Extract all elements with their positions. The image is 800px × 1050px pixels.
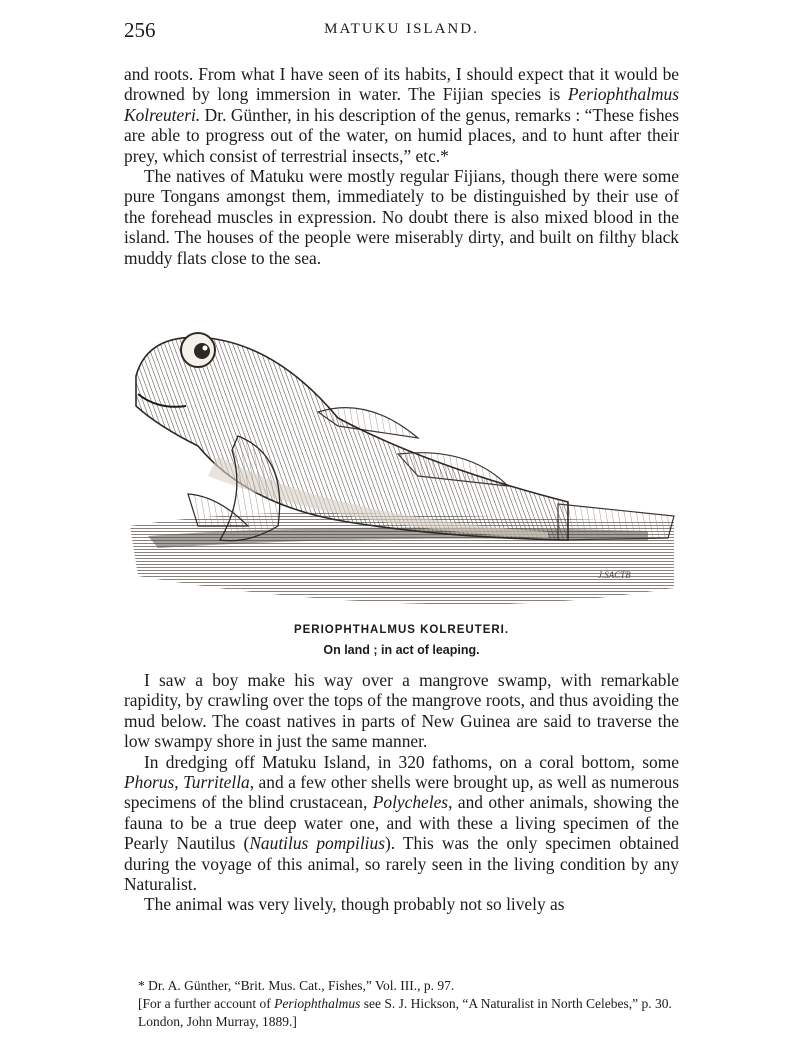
species-name: Periophthalmus Kolreuteri. [124, 84, 679, 125]
page-number: 256 [124, 18, 156, 42]
mudskipper-illustration [128, 326, 676, 612]
footnote-1: * Dr. A. Günther, “Brit. Mus. Cat., Fishes,” Vol. III., p. 97. [138, 978, 455, 993]
paragraph-1: and roots. From what I have seen of its habits, I should expect that it would be drowned by long immersion in water. The Fijian species is Periophthalmus Kolreuteri. Dr. Günther, in his description of the genus, remarks : “These fishes are able to progress out of the water, on humid places, and to hunt after their prey, which consist of terrestrial insects,” etc.* [124, 64, 679, 166]
running-head: MATUKU ISLAND. [324, 21, 479, 37]
paragraph-3: I saw a boy make his way over a mangrove swamp, with remarkable rapidity, by crawling over the tops of the mangrove roots, and thus avoiding the mud below. The coast natives in parts of New Guinea are said to traverse the low swampy shore in just the same manner. [124, 670, 679, 752]
body-text-bottom [124, 670, 679, 915]
paragraph-4: In dredging off Matuku Island, in 320 fathoms, on a coral bottom, some Phorus, Turritella, and a few other shells were brought up, as well as numerous specimens of the blind crustacean, Polycheles, and other animals, showing the fauna to be a true deep water one, and with these a living specimen of the Pearly Nautilus (Nautilus pompilius). This was the only specimen obtained during the voyage of this animal, so rarely seen in the living condition by any Naturalist. [124, 751, 679, 895]
paragraph-5: The animal was very lively, though probably not so lively as [144, 894, 565, 915]
artist-signature: J.SACTB [598, 570, 631, 580]
figure-caption-subtitle: On land ; in act of leaping. [323, 643, 480, 657]
figure-caption-title: PERIOPHTHALMUS KOLREUTERI. [293, 624, 510, 636]
paragraph-2: The natives of Matuku were mostly regular Fijians, though there were some pure Tongans amongst them, immediately to be distinguished by their use of the forehead muscles in expression. No doubt there is also mixed blood in the island. The houses of the people were miserably dirty, and built on filthy black muddy flats close to the sea. [124, 166, 679, 268]
body-text-top [124, 64, 679, 268]
page-header [124, 18, 679, 42]
footnotes [138, 977, 678, 1031]
tail-fin [558, 504, 674, 540]
footnote-2: [For a further account of Periophthalmus see S. J. Hickson, “A Naturalist in North Celebes,” p. 30. London, John Murray, 1889.] [138, 996, 672, 1029]
